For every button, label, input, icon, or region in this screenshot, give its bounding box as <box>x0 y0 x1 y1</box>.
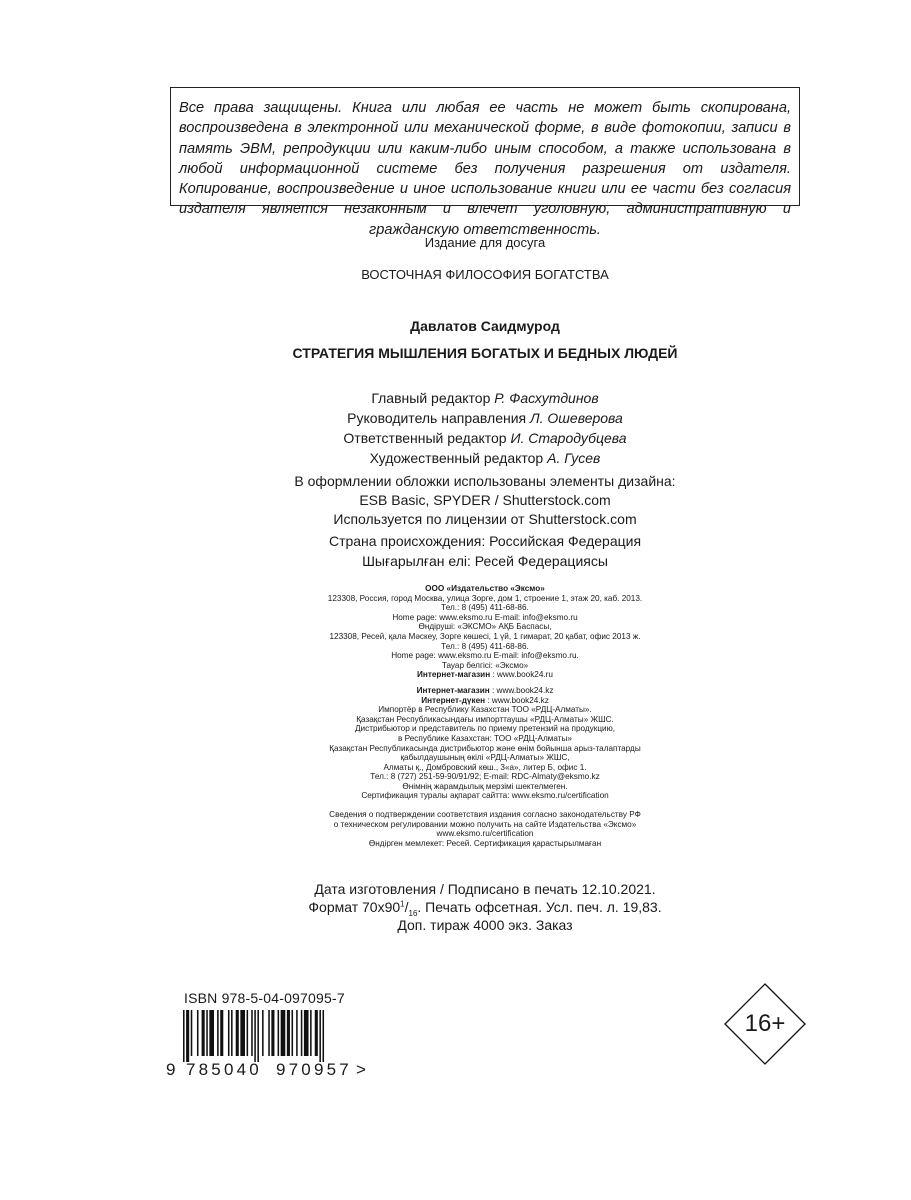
importer-line: Қазақстан Республикасында дистрибьютор және өнім бойынша арыз-талаптарды <box>329 743 641 753</box>
barcode-bar <box>197 1010 199 1056</box>
isbn-label: ISBN 978-5-04-097095-7 <box>184 990 345 1006</box>
credit-role: Главный редактор <box>371 390 491 406</box>
design-line: Используется по лицензии от Shutterstock.com <box>333 511 637 527</box>
edition-type: Издание для досуга <box>424 235 546 250</box>
publisher-line: Өндіруші: «ЭКСМО» АҚБ Баспасы, <box>418 622 552 632</box>
production-info <box>100 880 870 934</box>
barcode-bar <box>183 1010 185 1062</box>
format-suffix: . Печать офсетная. Усл. печ. л. 19,83. <box>417 899 662 915</box>
credit-line <box>100 388 870 408</box>
barcode-bar <box>217 1010 219 1056</box>
barcode-bar <box>202 1010 205 1056</box>
certification-line: Сведения о подтверждении соответствия издания согласно законодательству РФ <box>329 810 641 820</box>
barcode-bar <box>247 1010 249 1056</box>
online-shop-kz2 <box>250 696 720 706</box>
online-shop-ru <box>250 670 720 680</box>
importer-line: Импортёр в Республику Казахстан ТОО «РДЦ-Алматы». <box>378 705 592 715</box>
barcode-bar <box>296 1010 298 1056</box>
barcode-end-mark: > <box>356 1060 370 1079</box>
barcode-bar <box>323 1010 325 1062</box>
publisher-line: Тел.: 8 (495) 411-68-86. <box>441 603 529 613</box>
country-of-origin <box>100 531 870 571</box>
credit-line <box>100 448 870 468</box>
importer-line: қабылдаушының өкілі «РДЦ-Алматы» ЖШС, <box>400 753 570 763</box>
certification-line: www.eksmo.ru/certification <box>436 829 534 839</box>
importer-line: Өнімнің жарамдылық мерзімі шектелмеген. <box>402 781 568 791</box>
publisher-line: 123308, Ресей, қала Мәскеу, Зорге көшесі, 1 үй, 1 гимарат, 20 қабат, офис 2013 ж. <box>329 631 641 641</box>
credit-role: Художественный редактор <box>369 450 544 466</box>
credits-block <box>100 388 870 468</box>
credit-name: И. Стародубцева <box>510 430 627 446</box>
rights-notice-text: Все права защищены. Книга или любая ее часть не может быть скопирована, воспроизведена в электронной или механической форме, в виде фотокопии, записи в память ЭВМ, репродукции или каким-либо иным способом, а также использована в любой информационной системе без получения разрешения от издателя. Копирование, воспроизведение и иное использование книги или ее части без согласия издателя является незаконным и влечет уголовную, административную и гражданскую ответственность. <box>179 100 791 238</box>
barcode-bar <box>186 1010 189 1062</box>
shop-label: Интернет-магазин <box>417 670 491 680</box>
barcode-bar <box>240 1010 245 1056</box>
barcode-bar <box>310 1010 312 1056</box>
format-prefix: Формат 70x90 <box>308 899 401 915</box>
barcode-bar <box>262 1010 264 1056</box>
shop-url: : www.book24.kz <box>485 695 549 705</box>
barcode-left-group: 785040 <box>186 1060 262 1079</box>
importer-line: Алматы қ., Домбровский көш., 3«а», литер Б, офис 1. <box>383 762 587 772</box>
barcode-bar <box>304 1010 309 1056</box>
importer-line: Қазақстан Республикасындағы импорттаушы «РДЦ-Алматы» ЖШС. <box>356 714 614 724</box>
print-run: Доп. тираж 4000 экз. Заказ <box>397 917 573 933</box>
design-line: ESB Basic, SPYDER / Shutterstock.com <box>359 492 611 508</box>
barcode-bar <box>278 1010 280 1056</box>
production-date: Дата изготовления / Подписано в печать 12.10.2021. <box>314 881 656 897</box>
series-title: ВОСТОЧНАЯ ФИЛОСОФИЯ БОГАТСТВА <box>361 267 609 282</box>
barcode-bar <box>251 1010 253 1056</box>
design-line: В оформлении обложки использованы элементы дизайна: <box>294 473 676 489</box>
barcode-bar <box>319 1010 321 1062</box>
online-shop-kz <box>250 686 720 696</box>
country-line: Шығарылған елі: Ресей Федерациясы <box>362 553 608 569</box>
barcode-bar <box>281 1010 286 1056</box>
rights-notice-box <box>170 87 800 238</box>
publisher-info <box>250 584 720 848</box>
credit-name: А. Гусев <box>547 450 601 466</box>
shop-label: Интернет-дүкен <box>421 695 486 705</box>
shop-url: : www.book24.ru <box>490 670 553 680</box>
isbn-barcode <box>183 1010 373 1062</box>
barcode-bar <box>292 1010 294 1056</box>
barcode-bar <box>254 1010 256 1062</box>
format-sup: 1 <box>400 899 405 909</box>
certification-line: о техническом регулировании можно получить на сайте Издательства «Эксмо» <box>333 819 637 829</box>
credit-role: Руководитель направления <box>347 410 527 426</box>
barcode-bar <box>206 1010 208 1056</box>
credit-line <box>100 428 870 448</box>
barcode-bar <box>268 1010 270 1056</box>
barcode-bar <box>209 1010 214 1056</box>
credit-name: Р. Фасхутдинов <box>494 390 599 406</box>
importer-line: Тел.: 8 (727) 251-59-90/91/92; E-mail: RDC-Almaty@eksmo.kz <box>370 772 600 782</box>
barcode-bar <box>271 1010 274 1056</box>
importer-line: Сертификация туралы ақпарат сайтта: www.eksmo.ru/certification <box>361 791 609 801</box>
publisher-line: Тел.: 8 (495) 411-68-86. <box>441 641 529 651</box>
credit-name: Л. Ошеверова <box>530 410 623 426</box>
importer-line: в Республике Казахстан: ТОО «РДЦ-Алматы» <box>398 733 572 743</box>
publisher-name: ООО «Издательство «Эксмо» <box>425 584 545 593</box>
age-rating-text: 16+ <box>744 1010 786 1037</box>
barcode-bar <box>220 1010 223 1056</box>
format-sub: 16 <box>408 908 418 918</box>
publisher-line: Home page: www.eksmo.ru E-mail: info@eksmo.ru. <box>391 651 579 661</box>
barcode-bar <box>257 1010 259 1062</box>
publisher-line: 123308, Россия, город Москва, улица Зорге, дом 1, строение 1, этаж 20, каб. 2013. <box>327 593 643 603</box>
barcode-lead-digit: 9 <box>166 1060 179 1079</box>
barcode-bar <box>228 1010 230 1056</box>
book-title: СТРАТЕГИЯ МЫШЛЕНИЯ БОГАТЫХ И БЕДНЫХ ЛЮДЕЙ <box>292 345 678 361</box>
format-line: Формат $70x90^1/_{16}$. Печать офсетная. Усл. печ. л. 19,83. <box>308 899 662 918</box>
barcode-right-group: 970957 <box>276 1060 352 1079</box>
certification-line: Өндірген мемлекет: Ресей. Сертификация қарастырылмаған <box>368 838 602 848</box>
barcode-bar <box>287 1010 290 1056</box>
shop-label: Интернет-магазин <box>416 685 490 695</box>
country-line: Страна происхождения: Российская Федерация <box>328 533 642 549</box>
publisher-line: Тауар белгісі: «Эксмо» <box>441 660 529 670</box>
shop-url: : www.book24.kz <box>489 685 554 695</box>
credit-line <box>100 408 870 428</box>
barcode-bar <box>231 1010 233 1056</box>
credit-role: Ответственный редактор <box>343 430 507 446</box>
barcode-bar <box>301 1010 303 1056</box>
author-name: Давлатов Саидмурод <box>410 318 560 334</box>
design-notice <box>100 472 870 529</box>
importer-line: Дистрибьютор и представитель по приему претензий на продукцию, <box>355 724 615 734</box>
age-rating-badge <box>723 982 807 1071</box>
barcode-bar <box>191 1010 193 1056</box>
barcode-bar <box>315 1010 318 1056</box>
publisher-line: Home page: www.eksmo.ru E-mail: info@eksmo.ru <box>392 612 578 622</box>
barcode-bar <box>236 1010 239 1056</box>
